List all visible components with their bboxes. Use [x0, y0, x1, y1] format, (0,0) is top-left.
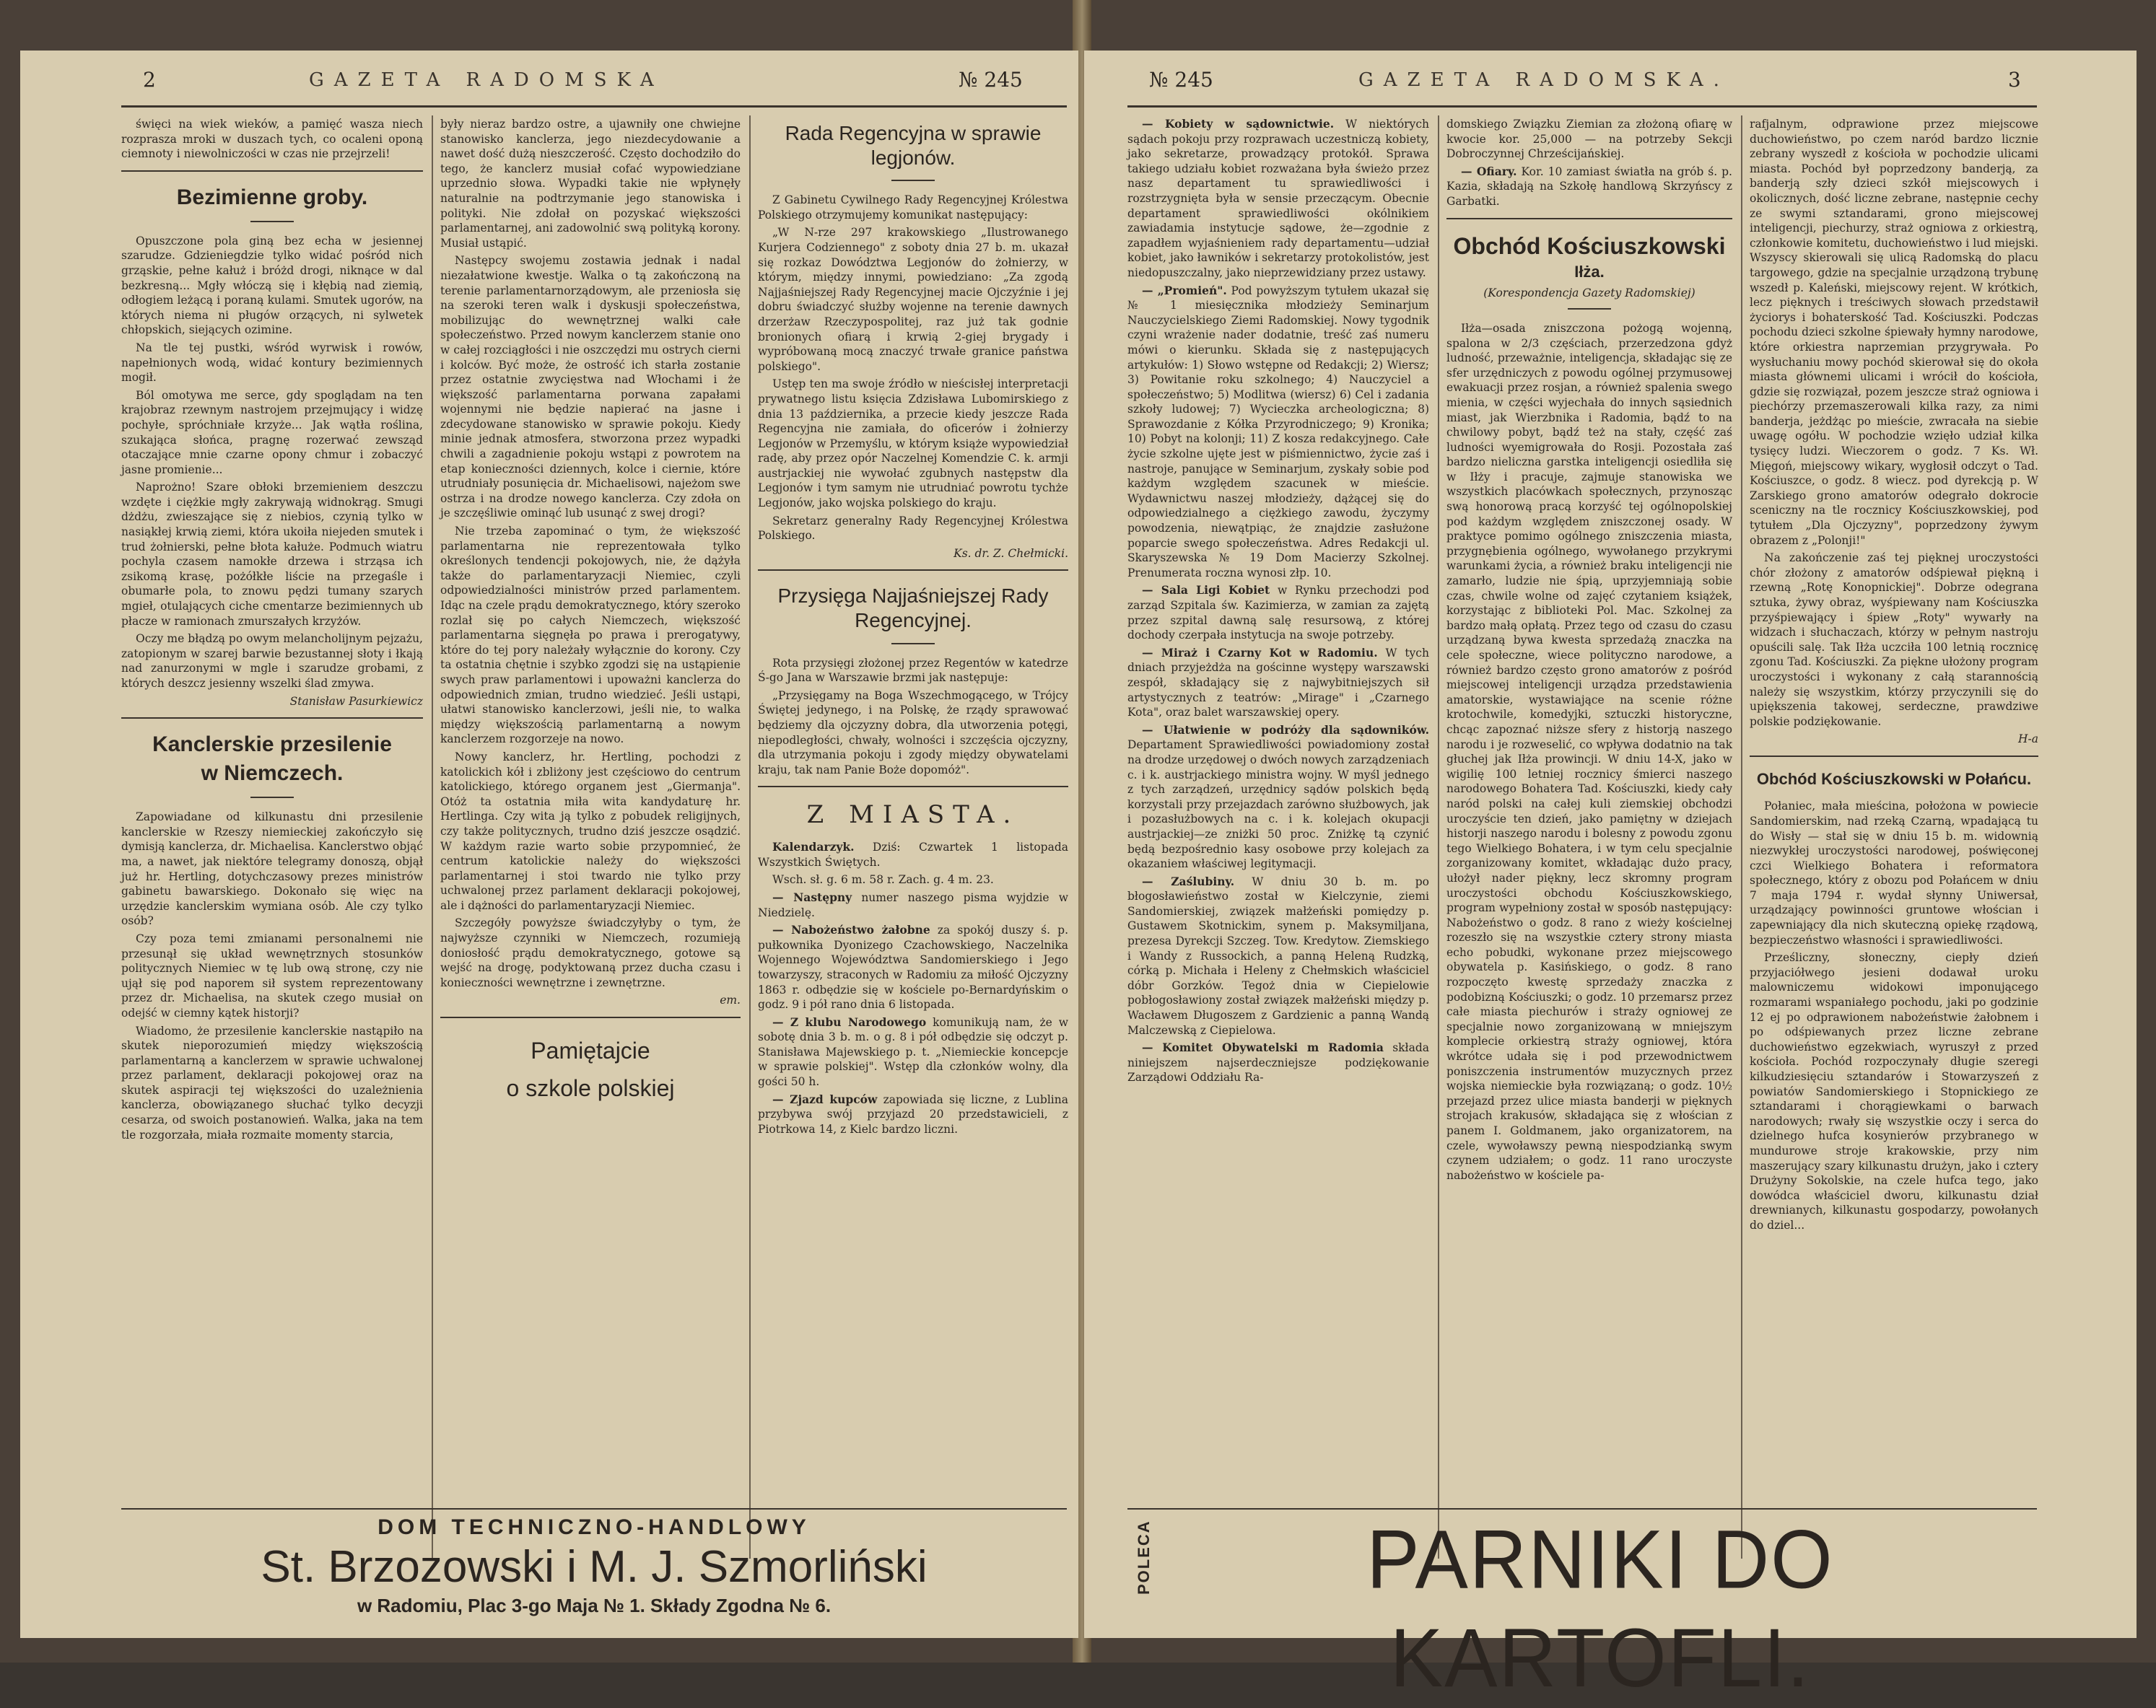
article-title: Obchód Kościuszkowski — [1453, 232, 1726, 259]
reminder-line-1: Pamiętajcie — [531, 1038, 650, 1064]
title-rule — [250, 221, 294, 222]
note-title: — Ułatwienie w podróży dla sądowników. — [1142, 722, 1429, 737]
ad-top-rule — [1127, 1508, 2037, 1510]
paragraph: Wiadomo, że przesilenie kanclerskie nastąpiło na skutek nieporozumień między większością parlamentarną a kanclerzem w sprawie uchwalonej przez parlament, deklaracji pokojowej oraz na skutek aspiracji tej większości do uzależnienia kanclerza, obowiązanego słuchać tylko decyzji cesarza, od swoich postanowień. Walka, jaka na tem tle rozgorzała, miała rozmaite momenty starcia, — [121, 1024, 423, 1142]
note-text: W dniu 30 b. m. po błogosławieństwo został w Kielczynie, ziemi Sandomierskiej, związek małżeński pomiędzy p. Gustawem Skotnickim, synem p. Maksymiljana, prezesa Dyrekcji Szczeg. Tow. Kredytow. Ziemskiego i Wandy z Russockich, a panną Heleną Rudzką, córką p. Michała i Heleny z Chełmskich właściciel dóbr Gorzków. Tegoż dnia w Ciepielowie pobłogosławiony został związek małżeński między p. Wacławem Długoszem z Gardzienic a panną Wandą Malczewską z Ciepielowa. — [1127, 875, 1429, 1037]
separator — [758, 569, 1068, 571]
article-place: Iłża. — [1574, 262, 1605, 281]
reminder-line-2: o szkole polskiej — [506, 1075, 675, 1102]
advertisement — [121, 1515, 1067, 1617]
note-title: — Miraż i Czarny Kot w Radomiu. — [1142, 645, 1378, 660]
note-text: zapowiada się liczne, z Lublina przybywa swój przyjazd 20 przedstawicieli, z Piotrkowa 14, z Kielc bardzo liczni. — [758, 1092, 1068, 1136]
paragraph: Czy poza temi zmianami personalnemi nie przesunął się układ wewnętrznych stosunków politycznych Niemiec w tę lub ową stronę, czy nie ujął się pod naporem sił system reprezentowany przez dr. Michaelisa, na skutek czego musiał on odejść w ciemny kątek historji? — [121, 932, 423, 1020]
calendar-sun: Wsch. sł. g. 6 m. 58 r. Zach. g. 4 m. 23. — [772, 873, 994, 887]
left-page — [20, 51, 1078, 1638]
page-number: 2 — [143, 68, 156, 92]
paragraph: Rota przysięgi złożonej przez Regentów w katedrze Ś-go Jana w Warszawie brzmi jak następuje: — [758, 656, 1068, 685]
note-title: — Z klubu Narodowego — [772, 1015, 927, 1029]
separator — [758, 786, 1068, 787]
paragraph: Ból omotywa me serce, gdy spoglądam na ten krajobraz rzewnym nastrojem przejmujący i widzę pochyłe, spróchniałe krzyże... Jak wątła roślina, szukająca słońca, pragnę rozerwać zewsząd otaczające mnie czarne opony chmur i zobaczyć jasne promienie... — [121, 388, 423, 476]
paragraph: „Przysięgamy na Boga Wszechmogącego, w Trójcy Świętej jedynego, i na Polskę, że rządy sprawować będziemy dla ojczyzny dobra, dla utworzenia potęgi, niepodległości, chwały, wolności i szczęścia ojczyzny, dla utrzymania pokoju i zgody między obywatelami kraju, tak nam Panie Boże dopomóż". — [758, 688, 1068, 776]
continued-text: domskiego Związku Ziemian za złożoną ofiarę w kwocie kor. 25,000 — na potrzeby Sekcji Dobroczynnej Chrześcijańskiej. — [1446, 118, 1732, 161]
masthead-title: GAZETA RADOMSKA — [309, 69, 664, 91]
column-divider — [432, 115, 433, 1559]
note-title: — Sala Ligi Kobiet — [1142, 583, 1270, 597]
article-title: Rada Regencyjna w sprawie legjonów. — [785, 122, 1042, 169]
issue-number: № 245 — [959, 68, 1023, 92]
page-number: 3 — [2008, 68, 2021, 92]
paragraph: Nie trzeba zapominać o tym, że większość parlamentarna nie reprezentowała tylko określonych tendencji pokojowych, nie, że dążyła także do parlamentaryzacji Niemiec, czyli odpowiedzialności ministrów przed parlamentem. Idąc na czele prądu demokratycznego, który szeroko rozlał się po całych Niemczech, większość parlamentarna sięgnęła po prawa i prerogatywy, które do tej pory należały wyłącznie do korony. Czy ta ostatnia chętnie i szybko zgodzi się na ustąpienie swych praw parlamentowi i upoważni kanclerza do odpowiednich zmian, trudno wiedzieć. Jeśli ustąpi, ułatwi stanowisko kanclerzowi, jeśli nie, to walka między większością parlamentarną a nowym kanclerzem rozgorzeje na nowo. — [440, 525, 741, 746]
continued-text: były nieraz bardzo ostre, a ujawniły one chwiejne stanowisko kanclerza, jego niezdecydowanie a nawet dość dużą nieszczerość. Często dochodziło do tego, że kanclerz musiał cofać wypowiedziane uprzednio słowa. Wypadki takie nie wpłynęły naturalnie na podtrzymanie jego stanowiska i polityki. Nie zdołał on pozyskać większości parlamentarnej, ani zadowolnić swą polityką korony. Musiał ustąpić. — [440, 118, 741, 250]
note-title: — Zjazd kupców — [772, 1092, 878, 1106]
note-title: — „Promień". — [1142, 283, 1227, 297]
column-1 — [121, 117, 423, 1145]
masthead-title: GAZETA RADOMSKA. — [1358, 69, 1729, 91]
note-title: — Zaślubiny. — [1142, 874, 1235, 888]
note-text: Kor. 10 zamiast światła na grób ś. p. Kazia, składają na Szkołę handlową Skrzyńscy z Garbatki. — [1446, 165, 1732, 208]
article-title: Obchód Kościuszkowski w Połańcu. — [1756, 769, 2032, 788]
calendar-label: Kalendarzyk. — [772, 840, 855, 854]
paragraph: Na zakończenie zaś tej pięknej uroczystości chór złożony z amatorów odśpiewał piękną i rzewną „Rotę Konopnickiej". Dobrze odegrana sztuka, żywy obraz, wyśpiewany nam Kościuszka przyśpiewający i śpiew „Roty" wywarły na widzach i słuchaczach, którzy w pełnym nastroju opuścili salę. Tak Iłża uczciła 100 letnią rocznicę zgonu Tad. Kościuszki. Za piękne ułożony program uroczystości i wykonany z całą starannością należy się wszystkim, którzy przyczynili się do upiększenia takowej, serdeczne, prawdziwe polskie podziękowanie. — [1750, 551, 2038, 728]
column-1 — [1127, 117, 1429, 1088]
paragraph: Szczegóły powyższe świadczyłyby o tym, że najwyższe czynniki w Niemczech, rozumieją doniosłość prądu demokratycznego, gotowe są wejść na drogę, podyktowaną przez ducha czasu i konieczności wewnętrzne i zewnętrzne. — [440, 916, 741, 989]
column-2 — [1446, 117, 1732, 1186]
ad-line-1: DOM TECHNICZNO-HANDLOWY — [377, 1515, 811, 1539]
paragraph: Zapowiadane od kilkunastu dni przesilenie kanclerskie w Rzeszy niemieckiej zakończyło się dymisją kanclerza, dr. Michaelisa. Kanclerstwo objąć ma, a nawet, jak niektóre telegramy donoszą, objął już hr. Hertling, dotychczasowy prezes ministrów gabinetu bawarskiego. Dokonało się więc na urzędzie kanclerskim wymiana osób. Ale czy tylko osób? — [121, 810, 423, 928]
author-signature: H-a — [2018, 732, 2038, 746]
title-rule — [891, 643, 935, 644]
paragraph: Naprożno! Szare obłoki brzemieniem deszczu wzdęte i ciężkie mgły zakrywają widnokrąg. Smugi dżdżu, zwieszające się z niebios, czynią tylko w nasiąkłej krwią ziemi, która ukoiła niejeden smutek i trud żołnierski, pełne błota kałuże. Podmuch wiatru pochyla czasem namokłe drzewa i strząsa ich zsikomą krasę, pożółkłe liście na przegaśle i obumarłe pola, to znowu pędzi tumany szarych mgieł, otulających ciche cmentarze bezimiennych ub płacze w ramionach zmurszałych krzyżów. — [121, 481, 423, 628]
right-page — [1084, 51, 2137, 1705]
continued-text: rafjalnym, odprawione przez miejscowe duchowieństwo, po czem naród bardzo licznie zebrany wyszedł z kościoła w pochodzie ulicami miasta. Pochód był poprzedzony banderją, za banderją szły dzieci szkół miejscowych i okolicznych, dość liczne zebrane, następnie cechy ze swymi sztandarami, grono miejscowej inteligencji, piechurzy, straż ogniowa z orkiestrą, członkowie komitetu, duchowieństwo i lud miejski. Wszyscy skierowali się ulicą Radomską do placu targowego, gdzie na specjalnie urządzoną trybunę wszedł p. Kaleński, miejscowy rejent. W krótkich, lecz pięknych i treściwych słowach przedstawił życiorys i bohaterskość Tad. Kościuszki. Podczas pochodu dzieci szkolne śpiewały hymny narodowe, które orkiestra naprzemian przygrywała. Po wysłuchaniu mowy pochód skierował się do okoła miasta głównemi ulicami i wrócił do kościoła, gdzie się rozwiązał, pozem jeszcze straż ogniowa i piechórzy przemaszerowali kilka razy, za nimi banderja, jeżdżąc po mieście, zwracała na siebie uwagę ogółu. W pochodzie wzięło udział kilka tysięcy ludzi. Wieczorem o godz. 7 Ks. Wł. Mięgoń, miejscowy wikary, wygłosił odczyt o Tad. Kościuszce, o godz. 8 wiecz. pod dyrekcją p. W Zarskiego grono amatorów odegrało dokrocie sceniczny na tle rocznicy Kościuszkowskiej, pod tytułem „Dla Ojczyzny", poprzedzony żywym obrazem z „Polonji!" — [1750, 118, 2038, 547]
note-text: komunikują nam, że w sobotę dnia 3 b. m. o g. 8 i pół odbędzie się odczyt p. Stanisława Majewskiego p. t. „Niemieckie koncepcje w sprawie polskiej". Wstęp dla członków wolny, dla gości 50 h. — [758, 1015, 1068, 1089]
article-title: Przysięga Najjaśniejszej Rady Regencyjnej. — [777, 584, 1049, 632]
ad-poleca-label: POLECA — [1135, 1520, 1153, 1595]
separator — [440, 1017, 741, 1018]
ad-top-rule — [121, 1508, 1067, 1510]
paragraph: Następcy swojemu zostawia jednak i nadal niezałatwione kwestje. Walka o tą zakończoną na terenie parlamentarnorządowym, ale przeniosła się na szeroki teren walk i dyskusji społeczeństwa, mobilizując do wewnętrznej walki całe społeczeństwo. Przed nowym kanclerzem stanie ono w całej rozciągłości i nie oszczędzi mu ostrych cierni i kolców. Być może, że ostrość ich starła zostanie przez ostatnie zwycięstwa nad Włochami i że większość parlamentarna porwana zapałami wojennymi nie będzie napierać na jasne i zdecydowane stanowisko w sprawie pokoju. Kiedy minie jednak atmosfera, stworzona przez wypadki chwili a zagadnienie pokoju wstąpi z powrotem na etap konieczności dziennych, kolce i ciernie, które utrudniały posunięcia dr. Michaelisowi, najeżom swe ostrza i na drodze nowego kanclerza. Czy zdoła on je szczęśliwie ominąć lub usunąć z swej drogi? — [440, 254, 741, 520]
ad-main-text: PARNIKI DO KARTOFLI. — [1366, 1512, 1834, 1705]
section-title: Z MIASTA. — [806, 800, 1020, 830]
paragraph: Z Gabinetu Cywilnego Rady Regencyjnej Królestwa Polskiego otrzymujemy komunikat następujący: — [758, 193, 1068, 222]
note-text: Departament Sprawiedliwości powiadomiony został na drodze urzędowej o dwóch nowych zarządzeniach c. i k. austrjackiego ministra wojny. W myśl jednego z tych zarządzeń, urzędnicy sądów polskich będą korzystali przy przejazdach zarówno służbowych, jak i pozasłużbowych na c. i k. kolejach okupacji austrjackiej—ze zniżki 50 proc. Zniżkę tą czynić będą bezpośrednio kasy osobowe przy kolejach za okazaniem właściwej legitymacji. — [1127, 738, 1429, 871]
note-title: — Następny — [772, 890, 852, 904]
column-divider — [1438, 115, 1439, 1559]
paragraph: Sekretarz generalny Rady Regencyjnej Królestwa Polskiego. — [758, 514, 1068, 543]
note-title: — Nabożeństwo żałobne — [772, 923, 930, 937]
author-signature: Stanisław Pasurkiewicz — [289, 694, 423, 708]
note-title: — Komitet Obywatelski m Radomia — [1142, 1041, 1384, 1055]
column-divider — [1741, 115, 1742, 1559]
paragraph: Prześliczny, słoneczny, ciepły dzień przyjaciółwego jesieni dodawał uroku malowniczemu widokowi imponującego rozmarami wspaniałego pochodu, jaki po godzinie 12 ej po odprawionem nabożeństwie żałobnem i po odśpiewanych przez liczne zebrane duchowieństwo egzekwiach, wyruszył z przed kościoła. Pochód rozpoczynały długie szeregi kilkudziesięciu sztandarów i Stowarzyszeń z powiatów Sandomierskiego i Stopnickiego ze sztandarami i chorągiewkami o barwach narodowych; rwały się wszystkie oczy i serca do dzielnego hufca kosynierów przybranego w mundurowe stroje krakowskie, przy nim maszerujący szary kilkunastu drużyn, jako i cztery Drużyny Sokolskie, na czele hufca tego, jako dowódca właściciel dworu, kilkunastu dział drewnianych, kilkunastu gospodarzy, powołanych do dziel... — [1750, 951, 2038, 1232]
paragraph: Oczy me błądzą po owym melancholijnym pejzażu, zatopionym w szarej barwie bezustannej słoty i łkają nad zanurzonymi w mgle i szarudze grobami, z których deszcz jesienny wszelki ślad zmywa. — [121, 632, 423, 690]
separator — [121, 717, 423, 719]
note-text: W tych dniach przyjeżdża na gościnne występy warszawski zespół, składający się z najwybitniejszych sił artystycznych z teatrów: „Mirage" i „Czarnego Kota", oraz balet warszawskiej opery. — [1127, 646, 1429, 719]
ad-line-3: w Radomiu, Plac 3-go Maja № 1. Składy Zgodna № 6. — [357, 1595, 832, 1616]
paragraph: Iłża—osada zniszczona pożogą wojenną, spalona w 2/3 częściach, przerzedzona gdyż ludność, przeważnie, inteligencja, składając się ze sfer urzędniczych z powodu ogólnej przymusowej ewakuacji przez rosjan, a również spalenia swego mienia, w części wyjechała do innych sąsiednich miast, jak Wierzbnika i Radomia, bądź to na chwilowy pobyt, bądź też na stały, część zaś ludności wyemigrowała do Rosji. Pozostała zaś bardzo nieliczna garstka inteligencji osiedliła się w Iłży i pracuje, zajmuje stanowiska we wszystkich placówkach społecznych, przynosząc swą honorową pracą korzyść tej ogólnopolskiej pod każdym względem zniszczonej osady. W praktyce pomimo ogólnego zniszczenia miasta, przygnębienia ogólnego, wywołanego przykrymi warunkami życia, a również braku inteligencji nie zamarło, ludzie nie śpią, uprzyjemniają sobie czas, chwile wolne od zajęć czytaniem książek, korzystając z biblioteki Pol. Mac. Szkolnej za bardzo małą opłatą. Przez tego od czasu do czasu urządzaną bywa kwesta sprzedażą znaczka na cele społeczne, wiece polityczno narodowe, a również bardzo często grono amatorów z pośród miejscowej inteligencji urządza przedstawienia amatorskie, wystawiające na scenie różne krotochwile, komedyjki, sztuczki historyczne, chcąc zapoznać niższe sfery z historją naszego narodu i je rozweselić, co wpływa dodatnio na tak głuchej jak Iłża prowincji. W dniu 14-X, jako w wigilię 100 letniej rocznicy śmierci naszego narodowego Bohatera Tad. Kościuszki, kiedy cały naród polski na całej kuli ziemskiej obchodzi uroczyście ten dzień, jako pamiętny w dziejach historji naszego narodu i bolesny z powodu zgonu tego Wielkiego Bohatera, i w tym celu specjalnie zorganizowany komitet, wkładając dużo pracy, ułożył nader piękny, lecz skromny program uroczystości obchodu Kościuszkowskiego, program wypełniony został w sposób następujący: Nabożeństwo o godz. 8 rano z wieży kościelnej rozeszło się na wszystkie cztery strony miasta echo pobudki, wykonane przez miejscowego obywatela p. Kasińskiego, o godz. 8 rano rozpoczęto kwestę sprzedaży znaczka z podobizną Kościuszki; o godz. 10 przemarsz przez całe miasta piechurów i straży ogniowej ze specjalnie nowo zorganizowaną w mniejszym komplecie orkiestrą straży ogniowej, która wkrótce udała się i pod przewodnictwem poniszczenia instrumentów muzycznych przez wojska niemieckie była rozwiązaną; o godz. 10½ przejazd przez ulice miasta banderji w pięknych strojach krakusów, składająca się z włościan z panem I. Goldmanem, jako organizatorem, na czele, wywoławszy pewną niespodzianką swym czynem udziałem; o godz. 11 rano uroczyste nabożeństwo w kościele pa- — [1446, 321, 1732, 1182]
paragraph: „W N-rze 297 krakowskiego „Ilustrowanego Kurjera Codziennego" z soboty dnia 27 b. m. ukazał się rozkaz Dowództwa Legjonów do żołnierzy, w którym, między innymi, powiedziano: „Za zgodą Najjaśniejszej Rady Regencyjnej macie Ojczyźnie i jej dobru świadczyć służby wojenne na terenie dawnych drzerżaw Rzeczypospolitej, raz już tak godnie bronionych ofiarą i krwią 2-giej brygady i wypróbowaną mocą znaczyć trwałe granice państwa polskiego". — [758, 226, 1068, 373]
note-text: za spokój duszy ś. p. pułkownika Dyonizego Czachowskiego, Naczelnika Wojennego Województwa Sandomierskiego i Jego towarzyszy, straconych w Radomiu za miłość Ojczyzny 1863 r. odbędzie się w kościele po-Bernardyńskim o godz. 9 i pół rano dnia 6 listopada. — [758, 924, 1069, 1012]
ad-line-2: St. Brzozowski i M. J. Szmorliński — [261, 1542, 928, 1592]
continued-text: święci na wiek wieków, a pamięć wasza niech rozprasza mroki w duszach tych, co ocaleni oponą ciemnoty i niewolniczości w czas nie przejrzeli! — [121, 118, 423, 161]
note-text: Pod powyższym tytułem ukazał się № 1 miesięcznika młodzieży Seminarjum Nauczycielskiego Ziemi Radomskiej. Nowy tygodnik czyni wrażenie nader dodatnie, treść zaś numeru mówi o kierunku. Składa się z następujących artykułów: 1) Słowo wstępne od Redakcji; 2) Wiersz; 3) Powitanie roku szkolnego; 4) Nauczyciel a społeczeństwo; 5) Modlitwa (wiersz) 6) Cel i zadania szkoły ludowej; 7) Wycieczka archeologiczna; 8) Sprawozdanie z Kółka Przyrodniczego; 9) Kronika; 10) Pobyt na kolonji; 11) Z kosza redakcyjnego. Całe życie szkolne ujęte jest w piśmiennictwo, życie zaś i nastroje, panujące w Seminarjum, zyskały sobie pod każdym względem szacunek w mieście. Wydawnictwu naszej młodzieży, dążącej się do odpowiedzialnego a ciężkiego zawodu, życzymy powodzenia, niewątpiąc, że znajdzie zasłużone poparcie swego społeczeństwa. Adres Redakcji ul. Skaryszewska № 19 Dom Macierzy Szkolnej. Prenumerata roczna wynosi złp. 10. — [1127, 284, 1429, 579]
issue-number: № 245 — [1149, 68, 1213, 92]
column-2 — [440, 117, 741, 1113]
title-rule — [1568, 308, 1611, 310]
article-title: Kanclerskie przesilenie — [152, 732, 392, 757]
note-title: — Ofiary. — [1461, 164, 1517, 178]
note-title: — Kobiety w sądownictwie. — [1142, 117, 1335, 131]
separator — [1750, 756, 2038, 757]
column-3 — [1750, 117, 2038, 1236]
article-title: Bezimienne groby. — [176, 185, 368, 209]
column-divider — [749, 115, 751, 1559]
paragraph: Opuszczone pola giną bez echa w jesiennej szarudze. Gdzieniegdzie tylko widać pośród nich grząskie, pełne kałuż i bróżd drogi, niknące w dal bezkresną... Mgły włóczą się i kłębią nad ziemią, odłogiem leżącą i poraną kulami. Smutek ugorów, na których niema ni pługów orzących, ni sylwetek chłopskich, siejących ozimine. — [121, 234, 423, 337]
header-rule — [121, 105, 1067, 108]
author-signature: em. — [720, 994, 741, 1007]
paragraph: Połaniec, mała mieścina, położona w powiecie Sandomierskim, nad rzeką Czarną, wpadającą tu do Wisły — stał się w dniu 15 b. m. widownią niezwykłej uroczystości narodowej, poświęconej czci Wielkiego Bohatera i reformatora społecznego, który z obozu pod Połańcem w dniu 7 maja 1794 r. wydał słynny Uniwersał, urządzający powinności gruntowe włościan i zapewniający dla nich skuteczną opiekę rządową, bezpieczeństwo własności i sprawiedliwości. — [1750, 800, 2038, 947]
separator — [121, 170, 423, 172]
note-text: w Rynku przechodzi pod zarząd Szpitala św. Kazimierza, w zamian za zajętą przez szpital dawną salę resursową, z której dochody czerpała instytucja na swoje potrzeby. — [1127, 584, 1429, 642]
paragraph: Na tle tej pustki, wśród wyrwisk i rowów, napełnionych wodą, widać kontury bezimiennych mogił. — [121, 341, 423, 385]
calendar-text: Dziś: Czwartek 1 listopada Wszystkich Świętych. — [758, 841, 1068, 869]
note-text: W niektórych sądach pokoju przy rozprawach uczestniczą kobiety, jako sekretarze, prowadzący protokół. Sprawa takiego udziału kobiet rozważana była świeżo przez nasz departament tu sprawiedliwości i rozstrzygnięta była w sensie przeczącym. Obecnie departament sprawiedliwości okólnikiem zawiadamia instytucje sądowe, że—zgodnie z zapadłem wyjaśnieniem rady departamentu—udział kobiet, jako ławników i sekretarzy protokolistów, jest niedopuszczalny, jako nieprzewidziany przez ustawy. — [1127, 118, 1429, 279]
title-rule — [891, 180, 935, 181]
column-3 — [758, 117, 1068, 1139]
author-signature: Ks. dr. Z. Chełmicki. — [953, 546, 1068, 560]
header-rule — [1127, 105, 2037, 108]
article-byline: (Korespondencja Gazety Radomskiej) — [1483, 286, 1695, 300]
paragraph: Ustęp ten ma swoje źródło w nieścisłej interpretacji prywatnego listu księcia Zdzisława Lubomirskiego z dnia 13 października, a przecie kiedy jeszcze Rada Regencyjna nie zamiała, do oficerów i żołnierzy Legjonów w Przemyślu, w którym książe wypowiedział radę, aby przez opór Naczelnej Komendzie C. k. armji austrjackiej nie wywołać zgubnych następstw dla Legjonów i tym samym nie utrudniać powrotu tychże Legjonów, jako wojska polskiego do kraju. — [758, 377, 1068, 510]
paragraph: Nowy kanclerz, hr. Hertling, pochodzi z katolickich kół i zbliżony jest częściowo do centrum katolickiego, którego organem jest „Giermanja". Otóż ta ostatnia miła wita kandydaturę hr. Hertlinga. Czy wita ją tylko z pobudek religijnych, czy także politycznych, trudno dziś jeszcze osądzić. W każdym razie warto sobie przypomnieć, że centrum katolickie należy do większości parlamentarnej i stoi twardo nie tylko przy uchwalonej przez parlament deklaracji pokojowej, ale i dążności do parlamentaryzacji Niemiec. — [440, 750, 741, 912]
note-text: numer naszego pisma wyjdzie w Niedzielę. — [758, 890, 1068, 919]
note-text: składa niniejszem najserdeczniejsze podziękowanie Zarządowi Oddziału Ra- — [1127, 1041, 1429, 1085]
article-title: w Niemczech. — [201, 761, 344, 786]
title-rule — [250, 797, 294, 798]
separator — [1446, 218, 1732, 219]
